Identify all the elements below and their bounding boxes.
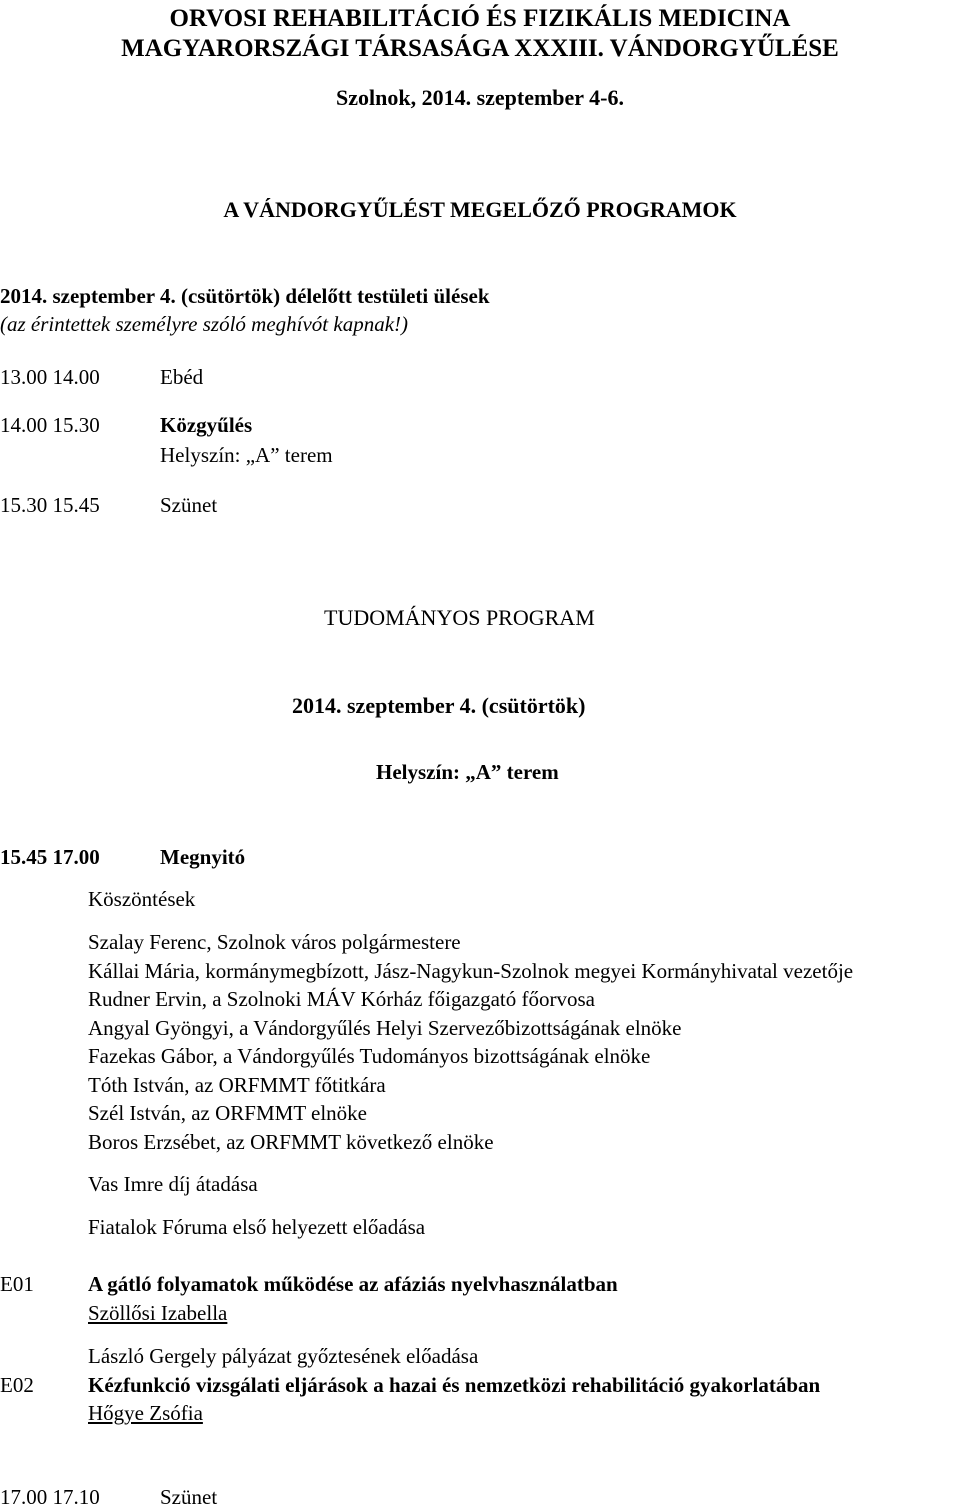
congress-place-date: Szolnok, 2014. szeptember 4-6.	[335, 85, 625, 110]
pre-item-label: Közgyűlés	[160, 413, 253, 437]
lecture-author: Hőgye Zsófia	[88, 1401, 203, 1425]
congress-title-line2: MAGYARORSZÁGI TÁRSASÁGA XXXIII. VÁNDORGYŰLÉSE	[121, 35, 839, 62]
list-item: Fazekas Gábor, a Vándorgyűlés Tudományos bizottságának elnöke	[88, 1044, 651, 1068]
pre-item-label: Szünet	[160, 493, 218, 517]
pre-item-time: 13.00 14.00	[0, 365, 100, 389]
pre-item-time: 14.00 15.30	[0, 413, 100, 437]
lecture-code: E02	[0, 1373, 34, 1397]
lecture-code: E01	[0, 1272, 34, 1296]
lecture-author: Szöllősi Izabella	[88, 1301, 228, 1325]
break-time: 17.00 17.10	[0, 1485, 100, 1509]
opening-label: Megnyitó	[160, 845, 246, 869]
pre-item-label: Ebéd	[160, 365, 204, 389]
list-item: Tóth István, az ORFMMT főtitkára	[88, 1073, 386, 1097]
pre-program-date: 2014. szeptember 4. (csütörtök) délelőtt testületi ülések	[0, 284, 490, 308]
congress-title-line1: ORVOSI REHABILITÁCIÓ ÉS FIZIKÁLIS MEDICINA	[169, 5, 791, 32]
list-item: Angyal Gyöngyi, a Vándorgyűlés Helyi Szervezőbizottságának elnöke	[88, 1016, 682, 1040]
lecture-title: Kézfunkció vizsgálati eljárások a hazai és nemzetközi rehabilitáció gyakorlatában	[88, 1373, 821, 1397]
pre-program-title: A VÁNDORGYŰLÉST MEGELŐZŐ PROGRAMOK	[223, 197, 737, 222]
greetings-heading: Köszöntések	[88, 887, 196, 911]
break-label: Szünet	[160, 1485, 218, 1509]
list-item: Boros Erzsébet, az ORFMMT következő elnöke	[88, 1130, 494, 1154]
scientific-program-venue: Helyszín: „A” terem	[376, 760, 559, 784]
prize-lecture-heading: László Gergely pályázat győztesének előadása	[88, 1344, 479, 1368]
award-item: Vas Imre díj átadása	[88, 1172, 258, 1196]
list-item: Szalay Ferenc, Szolnok város polgármestere	[88, 930, 461, 954]
scientific-program-title: TUDOMÁNYOS PROGRAM	[324, 605, 595, 630]
list-item: Szél István, az ORFMMT elnöke	[88, 1101, 367, 1125]
pre-item-venue: Helyszín: „A” terem	[160, 443, 333, 467]
scientific-program-date: 2014. szeptember 4. (csütörtök)	[292, 693, 586, 718]
list-item: Kállai Mária, kormánymegbízott, Jász-Nagykun-Szolnok megyei Kormányhivatal vezetője	[88, 959, 854, 983]
list-item: Rudner Ervin, a Szolnoki MÁV Kórház főigazgató főorvosa	[88, 987, 595, 1011]
youth-forum-item: Fiatalok Fóruma első helyezett előadása	[88, 1215, 426, 1239]
pre-program-note: (az érintettek személyre szóló meghívót kapnak!)	[0, 312, 409, 336]
opening-time: 15.45 17.00	[0, 845, 100, 869]
pre-item-time: 15.30 15.45	[0, 493, 100, 517]
lecture-title: A gátló folyamatok működése az afáziás nyelvhasználatban	[88, 1272, 618, 1296]
